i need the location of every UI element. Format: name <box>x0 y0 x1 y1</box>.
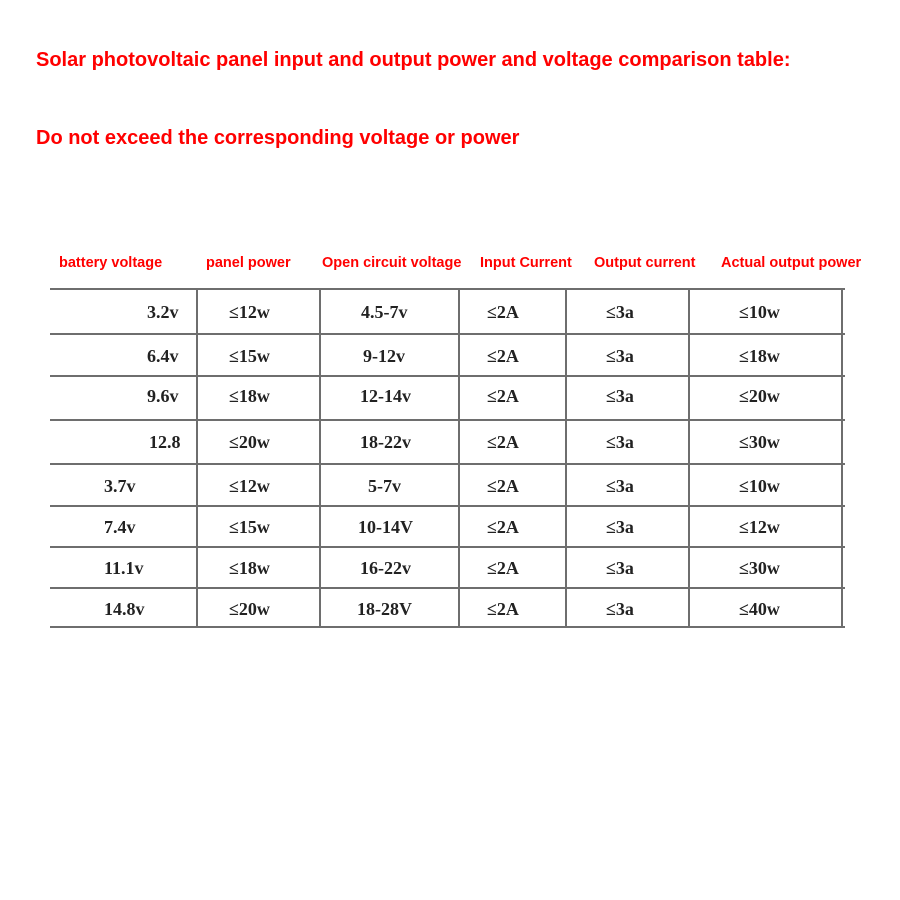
table-row <box>50 419 845 463</box>
cell-actual-output-power: ≤20w <box>739 386 780 406</box>
column-divider <box>565 288 567 628</box>
cell-open-circuit-voltage: 18-22v <box>360 432 411 452</box>
cell-actual-output-power: ≤30w <box>739 432 780 452</box>
column-divider <box>458 288 460 628</box>
cell-panel-power: ≤12w <box>229 302 270 322</box>
cell-output-current: ≤3a <box>606 558 634 578</box>
cell-panel-power: ≤18w <box>229 558 270 578</box>
cell-input-current: ≤2A <box>487 302 519 322</box>
table-row <box>50 288 845 333</box>
cell-actual-output-power: ≤10w <box>739 302 780 322</box>
column-divider <box>841 288 843 628</box>
cell-open-circuit-voltage: 18-28V <box>357 599 412 619</box>
column-header-input-current: Input Current <box>480 255 572 271</box>
cell-actual-output-power: ≤18w <box>739 346 780 366</box>
cell-input-current: ≤2A <box>487 346 519 366</box>
cell-panel-power: ≤12w <box>229 476 270 496</box>
cell-open-circuit-voltage: 5-7v <box>368 476 401 496</box>
cell-open-circuit-voltage: 16-22v <box>360 558 411 578</box>
cell-output-current: ≤3a <box>606 432 634 452</box>
cell-battery-voltage: 3.7v <box>104 476 136 496</box>
table-row <box>50 505 845 546</box>
column-header-open-circuit-voltage: Open circuit voltage <box>322 255 462 271</box>
table-row <box>50 587 845 628</box>
cell-battery-voltage: 7.4v <box>104 517 136 537</box>
cell-panel-power: ≤20w <box>229 432 270 452</box>
table-row <box>50 546 845 587</box>
cell-panel-power: ≤15w <box>229 346 270 366</box>
column-header-actual-output-power: Actual output power <box>721 255 862 271</box>
cell-input-current: ≤2A <box>487 599 519 619</box>
page-title: Solar photovoltaic panel input and output power and voltage comparison table: <box>36 49 791 71</box>
cell-input-current: ≤2A <box>487 517 519 537</box>
cell-output-current: ≤3a <box>606 517 634 537</box>
column-divider <box>319 288 321 628</box>
table-row <box>50 463 845 505</box>
cell-battery-voltage: 14.8v <box>104 599 145 619</box>
cell-panel-power: ≤20w <box>229 599 270 619</box>
cell-open-circuit-voltage: 4.5-7v <box>361 302 408 322</box>
comparison-table <box>50 288 845 628</box>
cell-input-current: ≤2A <box>487 558 519 578</box>
cell-output-current: ≤3a <box>606 346 634 366</box>
cell-actual-output-power: ≤40w <box>739 599 780 619</box>
column-divider <box>688 288 690 628</box>
cell-output-current: ≤3a <box>606 599 634 619</box>
cell-input-current: ≤2A <box>487 432 519 452</box>
page-subtitle: Do not exceed the corresponding voltage or power <box>36 127 520 149</box>
table-row <box>50 375 845 419</box>
cell-battery-voltage: 3.2v <box>147 302 179 322</box>
cell-panel-power: ≤18w <box>229 386 270 406</box>
cell-input-current: ≤2A <box>487 476 519 496</box>
column-header-output-current: Output current <box>594 255 696 271</box>
cell-open-circuit-voltage: 12-14v <box>360 386 411 406</box>
cell-battery-voltage: 12.8 <box>149 432 181 452</box>
column-header-battery-voltage: battery voltage <box>59 255 163 271</box>
cell-open-circuit-voltage: 9-12v <box>363 346 405 366</box>
cell-panel-power: ≤15w <box>229 517 270 537</box>
cell-battery-voltage: 11.1v <box>104 558 144 578</box>
cell-actual-output-power: ≤30w <box>739 558 780 578</box>
column-header-panel-power: panel power <box>206 255 291 271</box>
cell-output-current: ≤3a <box>606 476 634 496</box>
table-row <box>50 333 845 375</box>
cell-open-circuit-voltage: 10-14V <box>358 517 413 537</box>
cell-battery-voltage: 6.4v <box>147 346 179 366</box>
cell-output-current: ≤3a <box>606 302 634 322</box>
cell-battery-voltage: 9.6v <box>147 386 179 406</box>
cell-input-current: ≤2A <box>487 386 519 406</box>
cell-output-current: ≤3a <box>606 386 634 406</box>
column-divider <box>196 288 198 628</box>
cell-actual-output-power: ≤10w <box>739 476 780 496</box>
cell-actual-output-power: ≤12w <box>739 517 780 537</box>
